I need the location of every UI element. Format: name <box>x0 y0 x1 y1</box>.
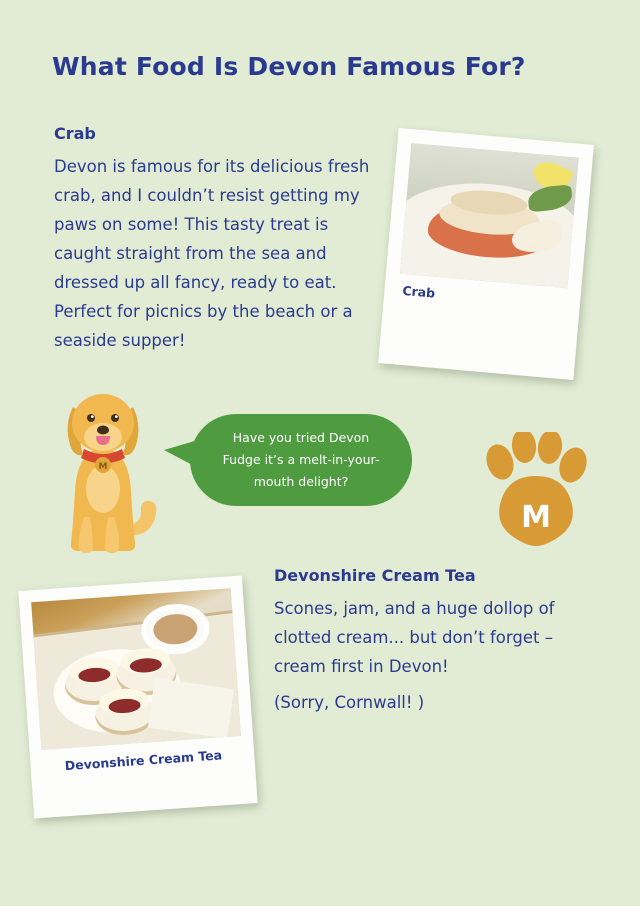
photo-caption-crab: Crab <box>401 282 436 301</box>
cream-tea-photo-artwork <box>31 588 241 750</box>
photo-caption-cream-tea: Devonshire Cream Tea <box>64 747 223 774</box>
svg-text:M: M <box>98 462 108 472</box>
page-title: What Food Is Devon Famous For? <box>52 52 526 81</box>
section-note-cream-tea: (Sorry, Cornwall! ) <box>274 693 425 712</box>
photo-image-cream-tea <box>31 588 241 750</box>
mascot-dog <box>44 385 162 567</box>
section-body-cream-tea: Scones, jam, and a huge dollop of clotted cream... but don’t forget – cream first in Devon! <box>274 599 555 676</box>
paw-logo <box>478 432 594 556</box>
photo-card-cream-tea <box>18 575 257 818</box>
dog-icon <box>44 385 162 567</box>
speech-bubble-text: Have you tried Devon Fudge it’s a melt-in-your-mouth delight? <box>222 430 380 489</box>
photo-card-crab <box>378 128 594 380</box>
paw-logo-letter: M <box>521 500 551 535</box>
paw-print-icon <box>478 432 594 556</box>
photo-image-crab <box>400 143 579 288</box>
section-body-crab: Devon is famous for its delicious fresh crab, and I couldn’t resist getting my paws on some! This tasty treat is caught straight from the sea and dressed up all fancy, ready to eat. Perfect for picnics by the beach or a seaside supper! <box>54 157 370 350</box>
section-heading-cream-tea: Devonshire Cream Tea <box>274 566 476 585</box>
crab-photo-artwork <box>400 143 579 288</box>
speech-bubble <box>190 414 412 506</box>
section-heading-crab: Crab <box>54 124 96 143</box>
